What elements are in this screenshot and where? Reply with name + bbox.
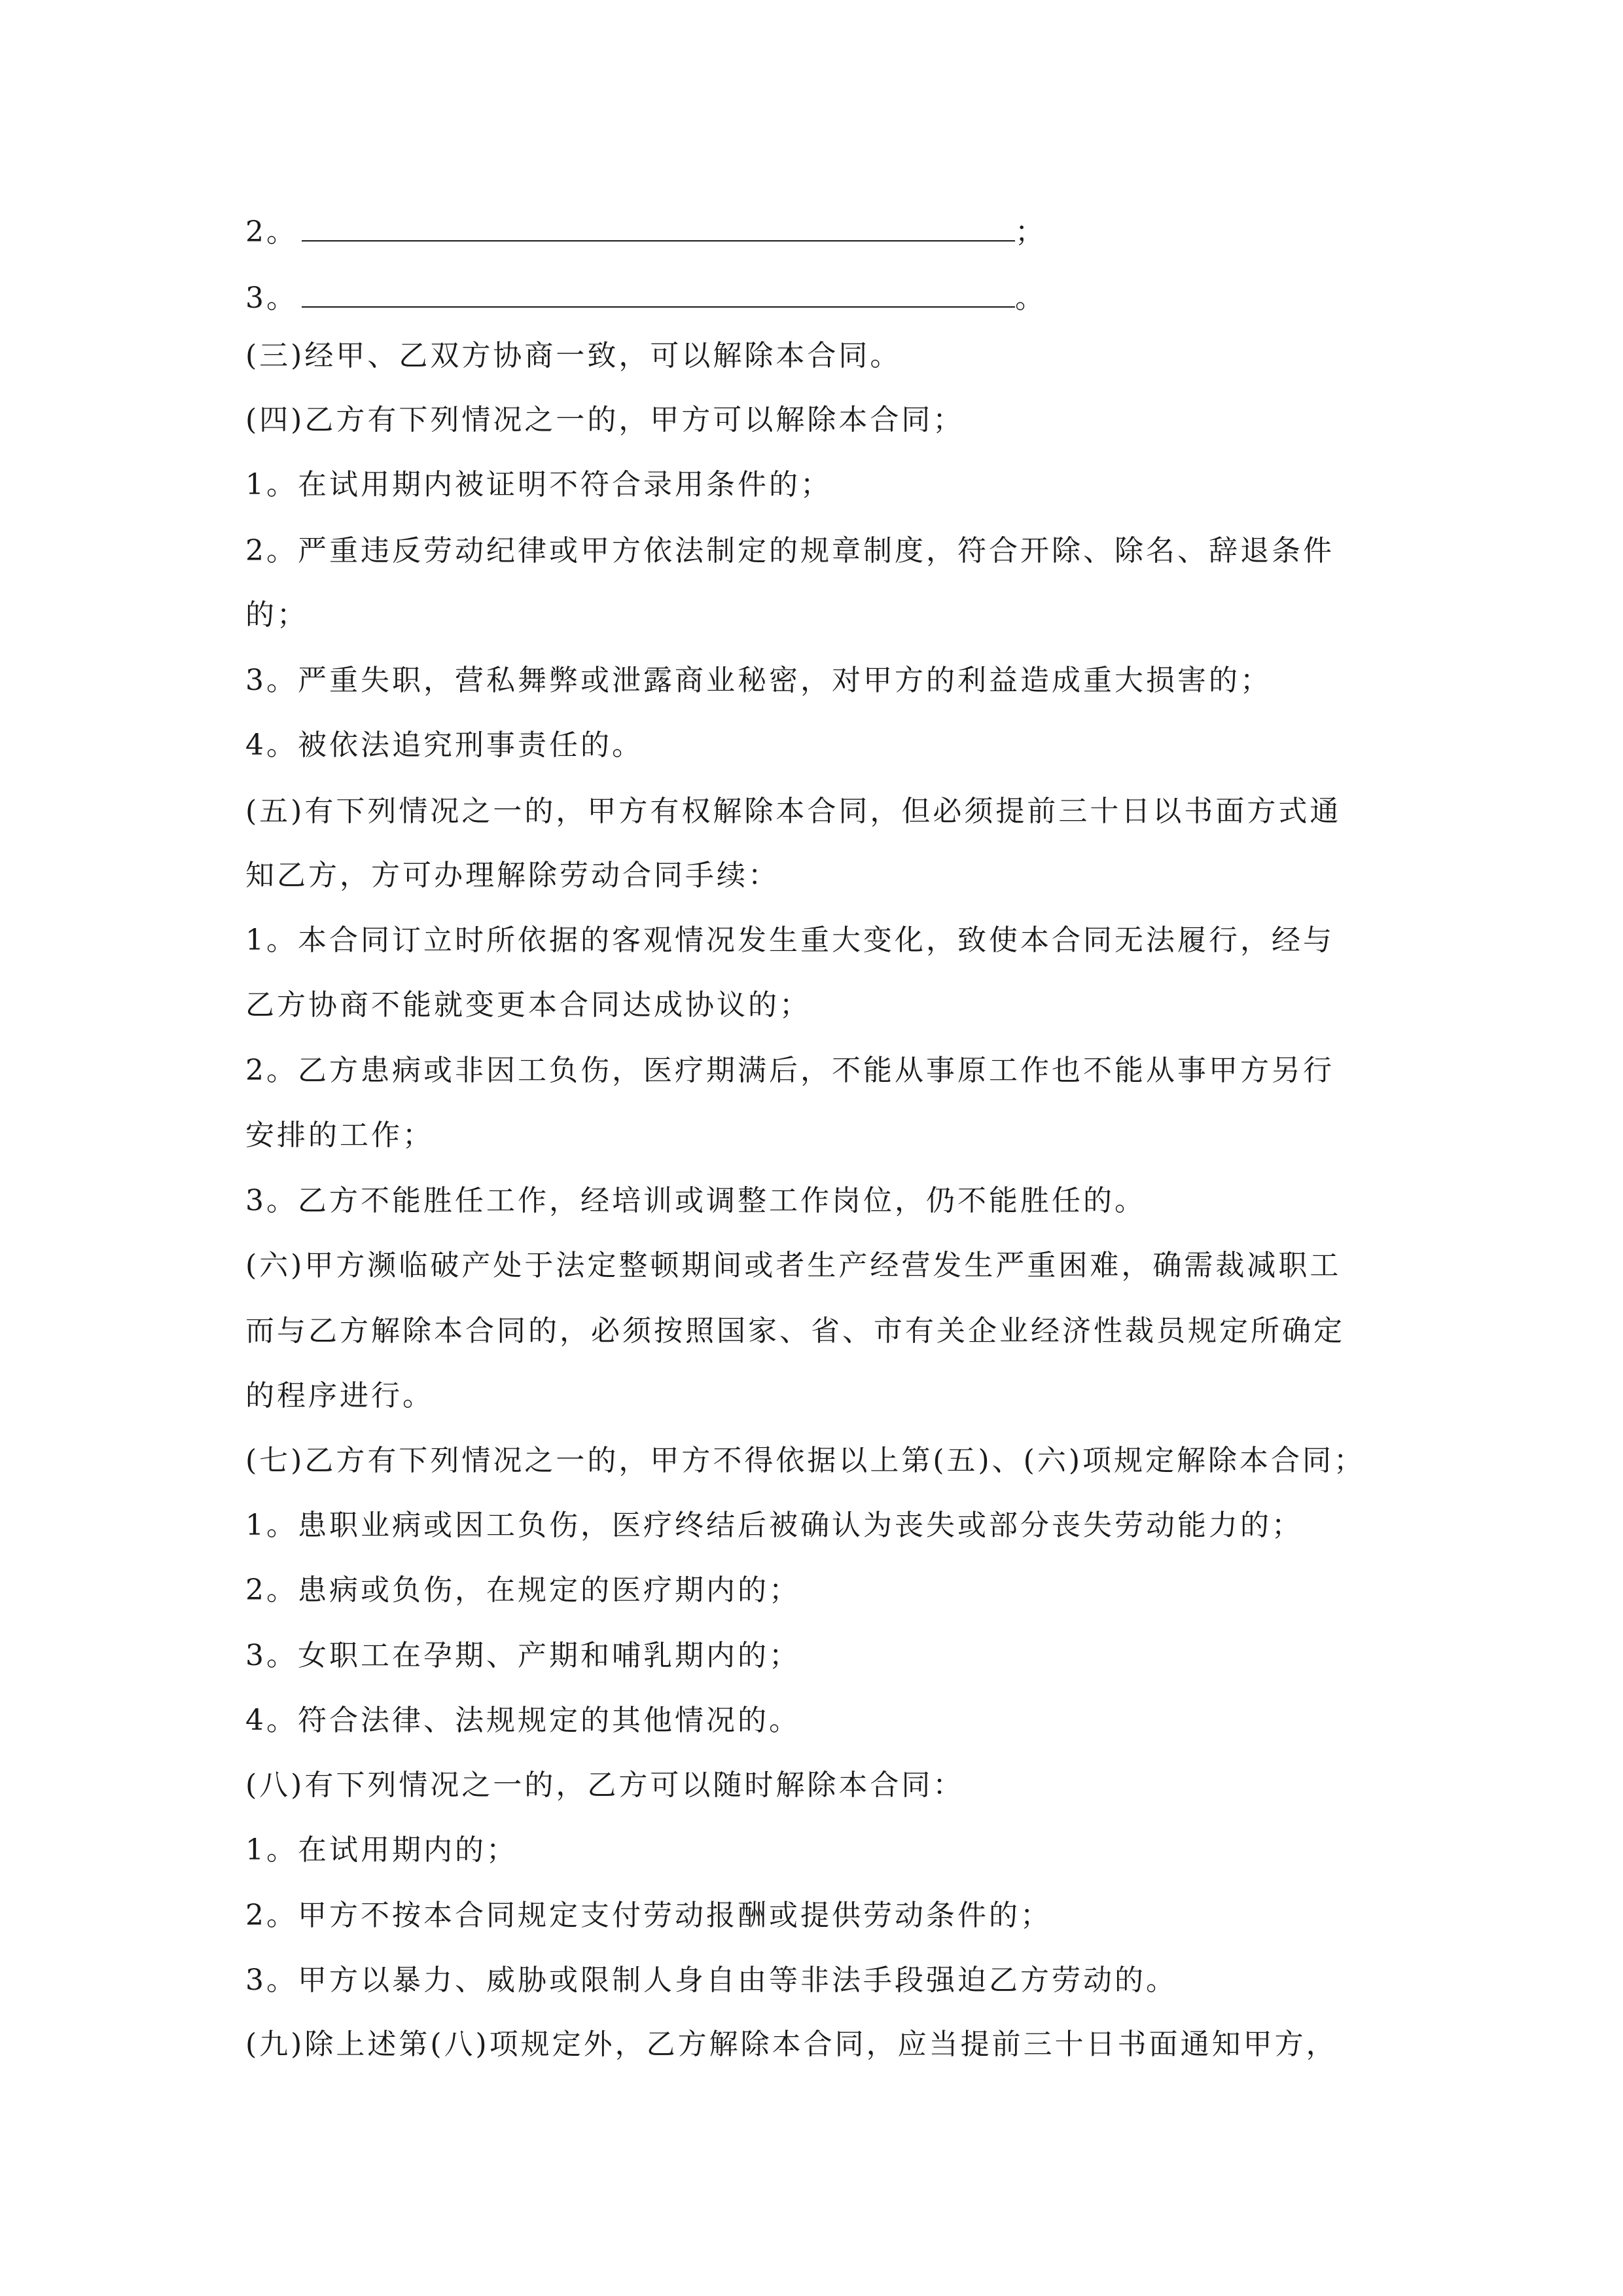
fill-in-blank[interactable] <box>302 211 1015 242</box>
text-line: 2。乙方患病或非因工负伤，医疗期满后，不能从事原工作也不能从事甲方另行 <box>245 1054 1334 1087</box>
blank-item-2 <box>245 211 1046 252</box>
text-line: 2。患病或负伤，在规定的医疗期内的； <box>245 1573 800 1607</box>
text-line: (九)除上述第(八)项规定外，乙方解除本合同，应当提前三十日书面通知甲方， <box>245 2028 1338 2061</box>
text-line: 知乙方，方可办理解除劳动合同手续： <box>245 859 779 892</box>
text-line: 而与乙方解除本合同的，必须按照国家、省、市有关企业经济性裁员规定所确定 <box>245 1314 1345 1348</box>
fill-in-blank[interactable] <box>302 278 1015 308</box>
text-line: (五)有下列情况之一的，甲方有权解除本合同，但必须提前三十日以书面方式通 <box>245 795 1342 828</box>
blank-item-prefix: 2。 <box>245 215 298 249</box>
text-line: (七)乙方有下列情况之一的，甲方不得依据以上第(五)、(六)项规定解除本合同； <box>245 1444 1365 1477</box>
blank-item-suffix: 。 <box>1015 281 1046 315</box>
text-line: (六)甲方濒临破产处于法定整顿期间或者生产经营发生严重困难，确需裁减职工 <box>245 1249 1342 1282</box>
blank-item-suffix: ； <box>1015 215 1046 249</box>
text-line: (八)有下列情况之一的，乙方可以随时解除本合同： <box>245 1768 965 1802</box>
text-line: 安排的工作； <box>245 1119 434 1152</box>
text-line: 1。本合同订立时所依据的客观情况发生重大变化，致使本合同无法履行，经与 <box>245 924 1334 957</box>
text-line: 1。在试用期内被证明不符合录用条件的； <box>245 468 832 501</box>
text-line: (四)乙方有下列情况之一的，甲方可以解除本合同； <box>245 403 965 437</box>
text-line: 3。甲方以暴力、威胁或限制人身自由等非法手段强迫乙方劳动的。 <box>245 1964 1177 1997</box>
blank-item-prefix: 3。 <box>245 281 298 315</box>
text-line: 2。严重违反劳动纪律或甲方依法制定的规章制度，符合开除、除名、辞退条件 <box>245 534 1334 567</box>
text-line: 3。严重失职，营私舞弊或泄露商业秘密，对甲方的利益造成重大损害的； <box>245 664 1272 697</box>
blank-item-3 <box>245 278 1046 318</box>
text-line: (三)经甲、乙双方协商一致，可以解除本合同。 <box>245 339 902 372</box>
text-line: 3。女职工在孕期、产期和哺乳期内的； <box>245 1639 800 1672</box>
text-line: 1。在试用期内的； <box>245 1833 518 1867</box>
text-line: 4。被依法追究刑事责任的。 <box>245 728 643 762</box>
text-line: 3。乙方不能胜任工作，经培训或调整工作岗位，仍不能胜任的。 <box>245 1184 1146 1217</box>
text-line: 1。患职业病或因工负伤，医疗终结后被确认为丧失或部分丧失劳动能力的； <box>245 1509 1303 1542</box>
text-line: 的程序进行。 <box>245 1379 434 1412</box>
text-line: 4。符合法律、法规规定的其他情况的。 <box>245 1704 800 1737</box>
text-line: 的； <box>245 598 308 632</box>
text-line: 乙方协商不能就变更本合同达成协议的； <box>245 988 811 1022</box>
text-line: 2。甲方不按本合同规定支付劳动报酬或提供劳动条件的； <box>245 1899 1052 1932</box>
